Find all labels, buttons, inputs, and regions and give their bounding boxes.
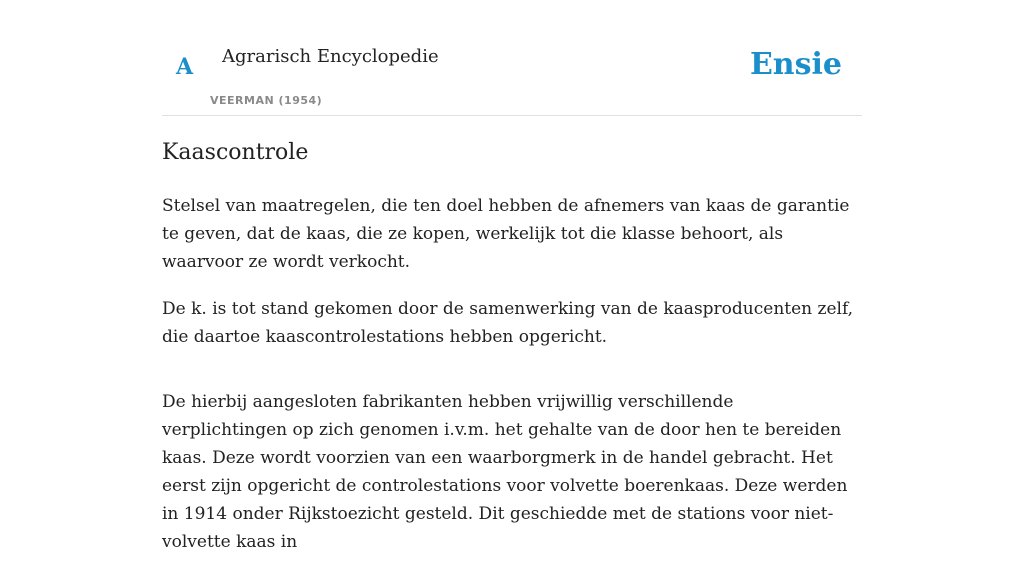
volume-letter-link[interactable]: A	[176, 54, 194, 80]
brand-logo-link[interactable]: Ensie	[749, 47, 842, 82]
article-paragraph-3: De hierbij aangesloten fabrikanten hebben vrijwillig verschillende verplichtingen op zich genomen i.v.m. het gehalte van de door hen te bereiden kaas. Deze wordt voorzien van een waarborgmerk in de handel gebracht. Het eerst zijn opgericht de controlestations voor volvette boerenkaas. Deze werden in 1914 onder Rijkstoezicht gesteld. Dit geschiedde met de stations voor niet-volvette kaas in	[162, 392, 848, 552]
work-title-link[interactable]: Agrarisch Encyclopedie	[222, 46, 439, 67]
article-paragraph-2: De k. is tot stand gekomen door de samenwerking van de kaasproducenten zelf, die daartoe kaascontrolestations hebben opgericht.	[162, 299, 854, 347]
work-author: VEERMAN (1954)	[210, 94, 323, 107]
page-container	[162, 0, 862, 552]
article-title: Kaascontrole	[162, 140, 309, 165]
header	[162, 0, 862, 116]
article-body	[162, 192, 862, 575]
article-paragraph-1: Stelsel van maatregelen, die ten doel hebben de afnemers van kaas de garantie te geven, dat de kaas, die ze kopen, werkelijk tot die klasse behoort, als waarvoor ze wordt verkocht.	[162, 196, 850, 272]
